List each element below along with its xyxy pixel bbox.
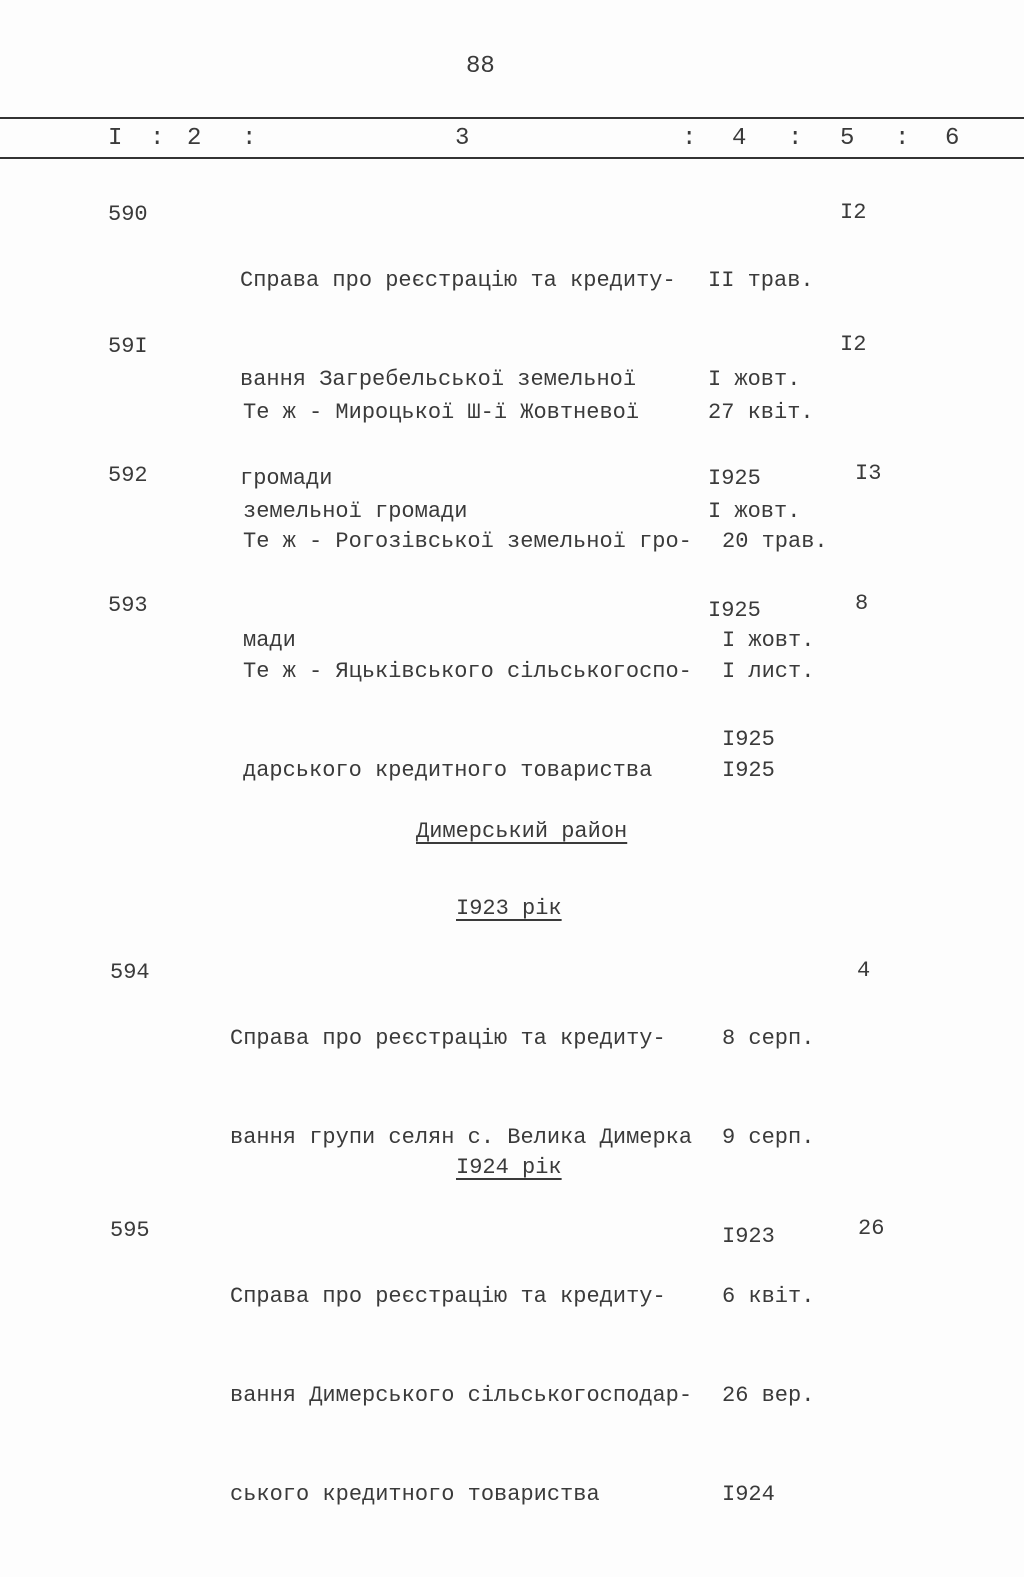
desc-line: вання Димерського сільськогосподар- — [230, 1383, 693, 1408]
date-line: 27 квіт. — [708, 400, 814, 425]
entry-sheets: 4 — [857, 958, 871, 983]
col-sep: : — [150, 125, 165, 152]
entry-description — [230, 1214, 692, 1577]
date-line: 20 трав. — [722, 529, 828, 554]
entry-number: 595 — [110, 1218, 150, 1243]
section-title: Димерський район — [416, 819, 628, 844]
col-header-1: I — [108, 125, 123, 152]
date-line: I925 — [708, 466, 761, 491]
entry-sheets: I2 — [840, 332, 867, 357]
entry-sheets: 8 — [855, 591, 869, 616]
entry-number: 592 — [108, 463, 148, 488]
col-header-6: 6 — [945, 125, 960, 152]
desc-line: Справа про реєстрацію та кредиту- — [240, 268, 676, 293]
entry-dates — [722, 1214, 814, 1577]
desc-line: вання групи селян с. Велика Димерка — [230, 1125, 693, 1150]
desc-line: Справа про реєстрацію та кредиту- — [230, 1026, 666, 1051]
date-line: 8 серп. — [722, 1026, 815, 1051]
date-line: I924 — [722, 1482, 775, 1507]
date-line: I жовт. — [708, 367, 801, 392]
desc-line: Те ж - Рогозівської земельної гро- — [243, 529, 692, 554]
date-line: 6 квіт. — [722, 1284, 815, 1309]
col-sep: : — [895, 125, 910, 152]
entry-sheets: I3 — [855, 461, 882, 486]
date-line: II трав. — [708, 268, 814, 293]
date-line: I лист. — [722, 659, 815, 684]
col-header-4: 4 — [732, 125, 747, 152]
col-sep: : — [682, 125, 697, 152]
date-line: I925 — [708, 598, 761, 623]
desc-line: вання Загребельської земельної — [240, 367, 637, 392]
col-sep: : — [788, 125, 803, 152]
desc-line: Справа про реєстрацію та кредиту- — [230, 1284, 666, 1309]
year-heading: I923 рік — [456, 896, 562, 921]
desc-line: земельної громади — [243, 499, 468, 524]
date-line: I жовт. — [722, 628, 815, 653]
desc-line: громади — [240, 466, 333, 491]
date-line: I925 — [722, 758, 775, 783]
col-sep: : — [242, 125, 257, 152]
entry-description — [243, 589, 692, 853]
desc-line: дарського кредитного товариства — [243, 758, 653, 783]
page-number: 88 — [466, 53, 495, 80]
entry-number: 59I — [108, 334, 148, 359]
entry-number: 594 — [110, 960, 150, 985]
col-header-2: 2 — [187, 125, 202, 152]
entry-number: 590 — [108, 202, 148, 227]
entry-sheets: 26 — [858, 1216, 885, 1241]
header-bottom-rule — [0, 157, 1024, 159]
date-line: I923 — [722, 1224, 775, 1249]
entry-dates — [722, 589, 814, 853]
entry-number: 593 — [108, 593, 148, 618]
col-header-5: 5 — [840, 125, 855, 152]
entry-sheets: I2 — [840, 200, 867, 225]
header-top-rule — [0, 117, 1024, 119]
date-line: I925 — [722, 727, 775, 752]
date-line: 26 вер. — [722, 1383, 815, 1408]
year-heading: I924 рік — [456, 1155, 562, 1180]
desc-line: Те ж - Мироцької Ш-ї Жовтневої — [243, 400, 640, 425]
desc-line: мади — [243, 628, 296, 653]
date-line: I жовт. — [708, 499, 801, 524]
col-header-3: 3 — [455, 125, 470, 152]
date-line: 9 серп. — [722, 1125, 815, 1150]
desc-line: ського кредитного товариства — [230, 1482, 600, 1507]
desc-line: Те ж - Яцьківського сільськогоспо- — [243, 659, 692, 684]
